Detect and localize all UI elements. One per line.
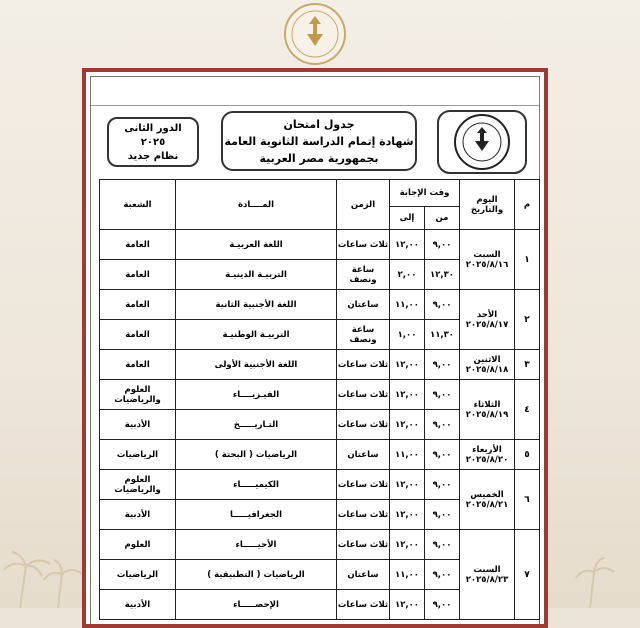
branch: الأدبية (100, 410, 176, 440)
time-from: ٩,٠٠ (425, 380, 460, 410)
day-date: ٢٠٢٥/٨/١٩ (465, 409, 509, 420)
time-from: ٩,٠٠ (425, 530, 460, 560)
round-system: نظام جديد (127, 151, 179, 162)
subject: اللغة العربيـة (176, 230, 337, 260)
table-row (100, 530, 540, 560)
day-date: ٢٠٢٥/٨/٢٠ (465, 454, 509, 465)
day-date: ٢٠٢٥/٨/١٧ (465, 319, 509, 330)
time-to: ١١,٠٠ (390, 560, 425, 590)
time-from: ١١,٣٠ (425, 320, 460, 350)
exam-schedule-document (82, 68, 548, 628)
time-from: ٩,٠٠ (425, 350, 460, 380)
subject: التربيـة الدينيـة (176, 260, 337, 290)
day-name: السبت (473, 249, 501, 260)
table-header-row (100, 180, 540, 207)
time-to: ١٢,٠٠ (390, 590, 425, 620)
time-to: ١٢,٠٠ (390, 530, 425, 560)
duration: ساعتان (337, 290, 390, 320)
subject: اللغة الأجنبية الأولى (176, 350, 337, 380)
day-name: الأربعاء (472, 444, 502, 455)
time-to: ١٢,٠٠ (390, 230, 425, 260)
subject: التـاريـــــخ (176, 410, 337, 440)
col-header-time: وقت الإجابة (390, 180, 460, 207)
branch: العلوم والرياضيات (100, 380, 176, 410)
day-date: ٢٠٢٥/٨/١٦ (465, 259, 509, 270)
day-name: الأحد (476, 309, 498, 320)
subject: الرياضيات ( التطبيقية ) (176, 560, 337, 590)
duration: ثلاث ساعات (337, 230, 390, 260)
branch: الأدبية (100, 590, 176, 620)
day-name: الاثنين (473, 354, 501, 365)
subject: الجغرافيـــــا (176, 500, 337, 530)
branch: العلوم (100, 530, 176, 560)
table-row (100, 380, 540, 410)
duration: ثلاث ساعات (337, 380, 390, 410)
col-header-duration: الزمن (337, 180, 390, 230)
day-date-cell (460, 230, 515, 290)
time-from: ٩,٠٠ (425, 290, 460, 320)
time-from: ٩,٠٠ (425, 230, 460, 260)
col-header-from: من (425, 207, 460, 230)
time-to: ١٢,٠٠ (390, 350, 425, 380)
col-header-no: م (515, 180, 540, 230)
time-from: ١٢,٣٠ (425, 260, 460, 290)
table-row (100, 350, 540, 380)
branch: الأدبية (100, 500, 176, 530)
document-title-box (221, 111, 417, 171)
time-to: ١١,٠٠ (390, 290, 425, 320)
time-to: ١٢,٠٠ (390, 380, 425, 410)
time-from: ٩,٠٠ (425, 560, 460, 590)
col-header-subject: المــــادة (176, 180, 337, 230)
exam-schedule-table (99, 179, 540, 620)
duration: ثلاث ساعات (337, 500, 390, 530)
subject: الإحصـــــاء (176, 590, 337, 620)
subject: التربيـة الوطنيـة (176, 320, 337, 350)
day-number: ٦ (515, 470, 540, 530)
branch: العامة (100, 260, 176, 290)
duration: ثلاث ساعات (337, 530, 390, 560)
exam-round-box (107, 117, 199, 167)
time-to: ١٢,٠٠ (390, 470, 425, 500)
time-to: ١٢,٠٠ (390, 410, 425, 440)
table-row (100, 230, 540, 260)
day-date: ٢٠٢٥/٨/٢١ (465, 499, 509, 510)
table-row (100, 290, 540, 320)
duration: ثلاث ساعات (337, 410, 390, 440)
title-line-1: جدول امتحان (283, 118, 355, 131)
branch: العامة (100, 290, 176, 320)
subject: الرياضيات ( البحتة ) (176, 440, 337, 470)
day-number: ٤ (515, 380, 540, 440)
subject: الكيميـــــاء (176, 470, 337, 500)
col-header-to: إلى (390, 207, 425, 230)
time-to: ١,٠٠ (390, 320, 425, 350)
day-number: ٥ (515, 440, 540, 470)
round-year: ٢٠٢٥ (140, 137, 166, 148)
table-row (100, 440, 540, 470)
time-from: ٩,٠٠ (425, 590, 460, 620)
day-number: ٣ (515, 350, 540, 380)
day-date-cell (460, 290, 515, 350)
branch: العامة (100, 230, 176, 260)
col-header-day: اليوم والتاريخ (460, 180, 515, 230)
title-line-2: شهادة إتمام الدراسة الثانوية العامة (224, 135, 414, 148)
day-name: السبت (473, 564, 501, 575)
round-label: الدور الثانى (124, 123, 182, 134)
header-divider (91, 105, 539, 106)
branch: الرياضيات (100, 560, 176, 590)
duration: ثلاث ساعات (337, 590, 390, 620)
branch: الرياضيات (100, 440, 176, 470)
branch: العلوم والرياضيات (100, 470, 176, 500)
duration: ساعة ونصف (337, 260, 390, 290)
day-date: ٢٠٢٥/٨/١٨ (465, 364, 509, 375)
table-row (100, 470, 540, 500)
subject: اللغة الأجنبية الثانية (176, 290, 337, 320)
col-header-branch: الشعبة (100, 180, 176, 230)
duration: ساعتان (337, 440, 390, 470)
duration: ثلاث ساعات (337, 470, 390, 500)
time-to: ١٢,٠٠ (390, 500, 425, 530)
branch: العامة (100, 350, 176, 380)
title-line-3: بجمهورية مصر العربية (259, 152, 379, 165)
subject: الأحيـــــاء (176, 530, 337, 560)
day-number: ١ (515, 230, 540, 290)
ministry-logo-icon (436, 109, 528, 175)
duration: ساعتان (337, 560, 390, 590)
day-number: ٢ (515, 290, 540, 350)
time-to: ١١,٠٠ (390, 440, 425, 470)
time-from: ٩,٠٠ (425, 470, 460, 500)
day-name: الثلاثاء (473, 399, 501, 410)
day-number: ٧ (515, 530, 540, 620)
day-name: الخميس (470, 489, 504, 500)
day-date: ٢٠٢٥/٨/٢٣ (465, 574, 509, 585)
branch: العامة (100, 320, 176, 350)
duration: ساعة ونصف (337, 320, 390, 350)
day-date-cell (460, 530, 515, 620)
time-from: ٩,٠٠ (425, 410, 460, 440)
time-from: ٩,٠٠ (425, 440, 460, 470)
day-date-cell (460, 470, 515, 530)
time-to: ٢,٠٠ (390, 260, 425, 290)
day-date-cell (460, 380, 515, 440)
day-date-cell (460, 350, 515, 380)
day-date-cell (460, 440, 515, 470)
document-frame (90, 76, 540, 624)
time-from: ٩,٠٠ (425, 500, 460, 530)
duration: ثلاث ساعات (337, 350, 390, 380)
ministry-seal-icon (280, 2, 350, 66)
subject: الفيـزيــــاء (176, 380, 337, 410)
